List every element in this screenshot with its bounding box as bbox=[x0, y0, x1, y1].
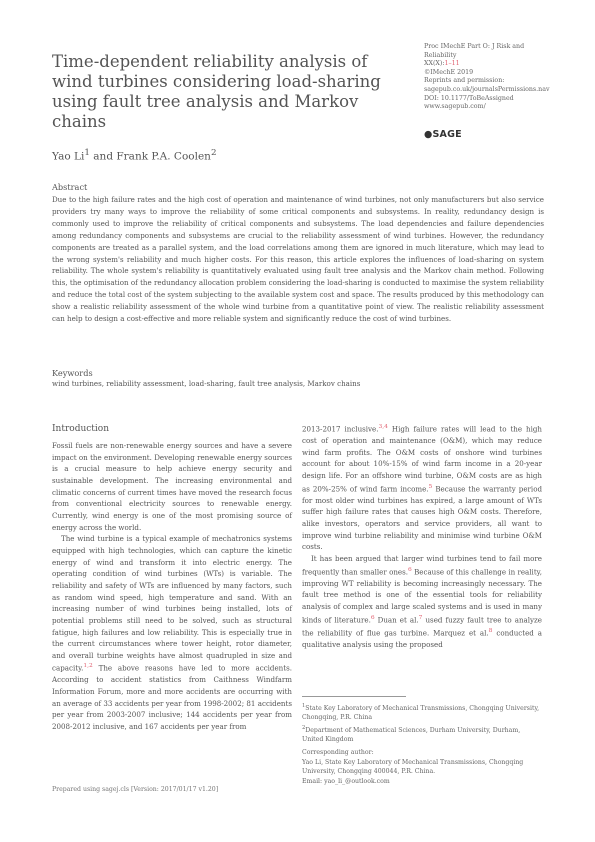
author-1: Yao Li bbox=[52, 150, 85, 163]
citation-link[interactable]: 6 bbox=[408, 566, 412, 573]
citation-link[interactable]: 6 bbox=[370, 614, 375, 621]
footnotes bbox=[302, 702, 542, 789]
citation-link[interactable]: 5 bbox=[428, 483, 433, 490]
corresponding-author-address: Yao Li, State Key Laboratory of Mechanical Transmissions, Chongqing University, Chongqing 400044, P.R. China. bbox=[302, 759, 524, 775]
footnote-affiliation-1: $^1$State Key Laboratory of Mechanical Transmissions, Chongqing University, Chongqing, P.R. China bbox=[302, 703, 540, 721]
journal-name-cont: Reliability bbox=[424, 51, 457, 59]
abstract-text: Due to the high failure rates and the high cost of operation and maintenance of wind turbines, not only manufacturers but also service providers try many ways to improve the reliability of some critical components and subsystems. In reality, redundancy design is commonly used to improve the reliability of critical components and subsystems. The load dependencies and failure dependencies among redundancy components and subsystems are crucial to the reliability assessment of wind turbines. However, the redundancy components are treated as a parallel system, and the load correlations among them are ignored in much literature, which may lead to the wrong system's reliability and much higher costs. For this reason, this article explores the influences of load-sharing on system reliability. The whole system's reliability is quantitatively evaluated using fault tree analysis and the Markov chain method. Following this, the optimisation of the redundancy allocation problem considering the load-sharing is conducted to maximise the system reliability and reduce the total cost of the system subjecting to the available system cost and space. The results produced by this methodology can show a realistic reliability assessment of the whole wind turbine from a quantitative point of view. The realistic reliability assessment can help to design a cost-effective and more reliable system and significantly reduce the cost of wind turbines. bbox=[52, 195, 544, 324]
intro-paragraph-1: Fossil fuels are non-renewable energy sources and have a severe impact on the environment. Developing renewable energy sources is a crucial measure to help achieve energy security and sustainable development. The increasing environmental and climatic concerns of current times have moved the research focus from conventional electricity sources to renewable energy. Currently, wind energy is one of the most promising source of energy across the world. bbox=[52, 441, 292, 532]
journal-name: Proc IMechE Part O: J Risk and bbox=[424, 43, 525, 50]
sage-logo-text: SAGE bbox=[432, 129, 462, 140]
reprints-label: Reprints and permission: bbox=[424, 77, 505, 85]
author-1-affiliation-mark: 1 bbox=[84, 148, 90, 158]
sagepub-url[interactable]: www.sagepub.com/ bbox=[424, 103, 486, 111]
keywords-list: wind turbines, reliability assessment, load-sharing, fault tree analysis, Markov chains bbox=[52, 379, 361, 388]
copyright: ©IMechE 2019 bbox=[424, 68, 474, 76]
keywords-heading: Keywords bbox=[52, 368, 93, 378]
author-conjunction: and bbox=[89, 150, 117, 163]
permissions-url[interactable]: sagepub.co.uk/journalsPermissions.nav bbox=[424, 85, 550, 93]
right-column bbox=[302, 422, 542, 650]
section-heading-introduction: Introduction bbox=[52, 424, 109, 434]
intro-paragraph-3: It has been argued that larger wind turbines tend to fail more frequently than smaller ones.$^6$ Because of this challenge in reality, improving WT reliability is becoming increasingly necessary. The fault tree method is one of the essential tools for reliability analysis of complex and large scaled systems and is used in many kinds of literature.$^6$ Duan et al.$^7$ used fuzzy fault tree to analyze the reliability of flue gas turbine. Marquez et al.$^8$ conducted a qualitative analysis using the proposed bbox=[302, 553, 542, 649]
page-range-link[interactable]: 1–11 bbox=[444, 60, 460, 68]
citation-link[interactable]: 8 bbox=[488, 627, 493, 634]
author-2: Frank P.A. Coolen bbox=[116, 150, 211, 163]
abstract-heading: Abstract bbox=[52, 182, 88, 192]
intro-paragraph-2-cont: 2013-2017 inclusive.$^{3,4}$ High failure rates will lead to the high cost of operation and maintenance (O&M), which may reduce wind farm profits. The O&M costs of onshore wind turbines account for about 10%-15% of wind farm income in a 20-year design life. For an offshore wind turbine, O&M costs are as high as 20%-25% of wind farm income.$^5$ Because the warranty period for most older wind turbines has expired, a large amount of WTs suffer high failure rates that causes high O&M costs. Therefore, alike investors, operators and service providers, all want to improve wind turbine reliability and minimise wind turbine O&M costs. bbox=[302, 424, 543, 552]
author-2-affiliation-mark: 2 bbox=[210, 148, 217, 158]
citation-link[interactable]: 1,2 bbox=[83, 663, 93, 670]
citation-link[interactable]: 3,4 bbox=[378, 424, 388, 430]
journal-volume: XX(X):1–11 bbox=[424, 60, 460, 68]
footnote-divider bbox=[302, 696, 406, 697]
intro-paragraph-2: The wind turbine is a typical example of mechatronics systems equipped with high technologies, which can capture the kinetic energy of wind and transform it into electric energy. The operating condition of wind turbines (WTs) is variable. The reliability and safety of WTs are influenced by many factors, such as random wind speed, high temperature and sand. With an increasing number of wind turbines being installed, lots of potential problems still need to be solved, such as structural fatigue, high failures and low reliability. This is especially true in the current circumstances where tower height, rotor diameter, and overall turbine weights have almost quadrupled in size and capacity.$^{1,2}$ The above reasons have led to more accidents. According to accident statistics from Caithness Windfarm Information Forum, more and more accidents are occurring with an average of 33 accidents per year from 1998-2002; 81 accidents per year from 2003-2007 inclusive; 144 accidents per year from 2008-2012 inclusive, and 167 accidents per year from bbox=[52, 534, 292, 732]
sage-logo-mark: ● bbox=[424, 129, 433, 140]
left-column bbox=[52, 440, 292, 733]
page-footer: Prepared using sagej.cls [Version: 2017/01/17 v1.20] bbox=[52, 786, 219, 793]
sage-logo bbox=[424, 129, 462, 140]
corresponding-author-heading: Corresponding author: bbox=[302, 748, 374, 756]
journal-info bbox=[424, 43, 584, 112]
paper-title: Time-dependent reliability analysis of wind turbines considering load-sharing using fault tree analysis and Markov chains bbox=[52, 52, 381, 131]
authors bbox=[52, 148, 217, 163]
footnote-affiliation-2: $^2$Department of Mathematical Sciences, Durham University, Durham, United Kingdom bbox=[302, 725, 521, 743]
doi: DOI: 10.1177/ToBeAssigned bbox=[424, 94, 514, 102]
citation-link[interactable]: 7 bbox=[418, 614, 423, 621]
corresponding-author-email[interactable]: Email: yao_li_@outlook.com bbox=[302, 778, 390, 786]
